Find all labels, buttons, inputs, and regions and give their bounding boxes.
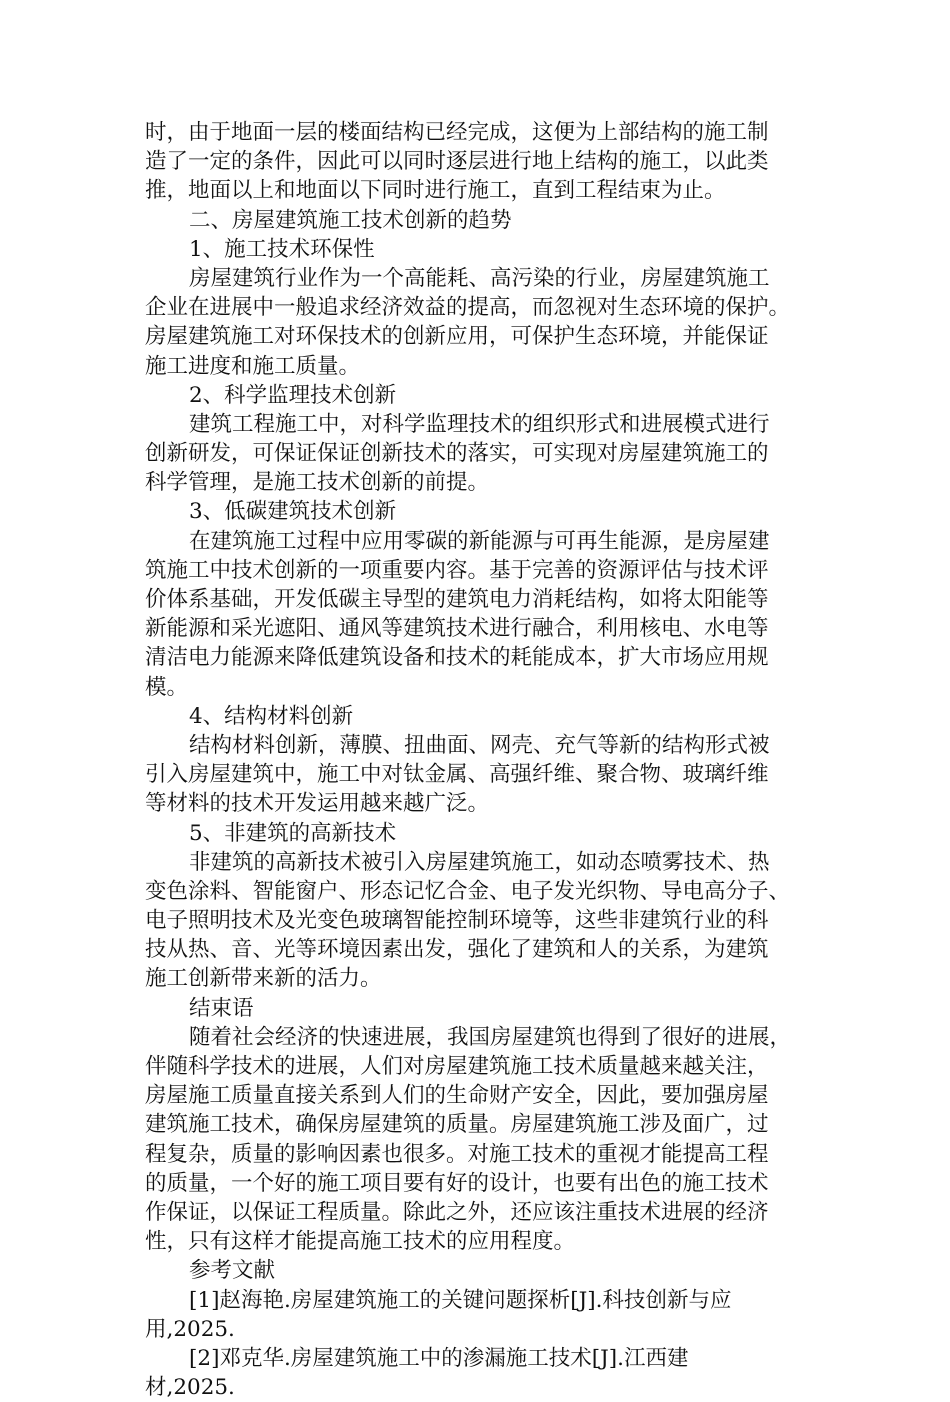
document-body: [145, 118, 810, 1402]
text-line: 价体系基础，开发低碳主导型的建筑电力消耗结构，如将太阳能等: [145, 587, 769, 612]
text-line: 非建筑的高新技术被引入房屋建筑施工，如动态喷雾技术、热: [189, 849, 770, 875]
text-line: 材,2025.: [145, 1375, 235, 1401]
text-line: 结束语: [189, 995, 254, 1021]
text-line: 新能源和采光遮阳、通风等建筑技术进行融合，利用核电、水电等: [145, 616, 769, 642]
text-line: 等材料的技术开发运用越来越广泛。: [145, 791, 490, 817]
text-line: 企业在进展中一般追求经济效益的提高，而忽视对生态环境的保护。: [145, 295, 791, 321]
text-line: 建筑施工技术，确保房屋建筑的质量。房屋建筑施工涉及面广，过: [145, 1112, 769, 1138]
text-line: 造了一定的条件，因此可以同时逐层进行地上结构的施工，以此类: [145, 149, 769, 175]
text-line: 房屋建筑行业作为一个高能耗、高污染的行业，房屋建筑施工: [189, 265, 770, 291]
text-line: 2、科学监理技术创新: [189, 382, 397, 408]
text-line: 作保证，以保证工程质量。除此之外，还应该注重技术进展的经济: [145, 1199, 769, 1225]
text-line: 随着社会经济的快速进展，我国房屋建筑也得到了很好的进展，: [189, 1024, 792, 1050]
text-line: 科学管理，是施工技术创新的前提。: [145, 470, 490, 496]
text-line: 技从热、音、光等环境因素出发，强化了建筑和人的关系，为建筑: [145, 937, 769, 963]
text-line: 时，由于地面一层的楼面结构已经完成，这便为上部结构的施工制: [145, 120, 769, 145]
text-line: 清洁电力能源来降低建筑设备和技术的耗能成本，扩大市场应用规: [145, 645, 769, 671]
text-line: 引入房屋建筑中，施工中对钛金属、高强纤维、聚合物、玻璃纤维: [145, 762, 769, 788]
text-line: 参考文献: [189, 1258, 276, 1284]
text-line: 性，只有这样才能提高施工技术的应用程度。: [145, 1229, 576, 1255]
text-line: 二、房屋建筑施工技术创新的趋势: [189, 207, 512, 233]
text-line: 3、低碳建筑技术创新: [189, 499, 397, 525]
text-line: 在建筑施工过程中应用零碳的新能源与可再生能源，是房屋建: [189, 528, 770, 554]
text-line: 施工创新带来新的活力。: [145, 966, 382, 992]
text-line: 用,2025.: [145, 1316, 235, 1342]
text-line: 模。: [145, 674, 189, 700]
text-line: 房屋施工质量直接关系到人们的生命财产安全，因此，要加强房屋: [145, 1083, 769, 1109]
text-line: 5、非建筑的高新技术: [189, 820, 397, 846]
text-line: 施工进度和施工质量。: [145, 353, 361, 379]
text-line: 房屋建筑施工对环保技术的创新应用，可保护生态环境，并能保证: [145, 324, 769, 350]
text-line: 伴随科学技术的进展，人们对房屋建筑施工技术质量越来越关注，: [145, 1054, 769, 1079]
text-line: 结构材料创新，薄膜、扭曲面、网壳、充气等新的结构形式被: [189, 732, 770, 758]
text-line: 1、施工技术环保性: [189, 236, 375, 262]
text-line: [1]赵海艳.房屋建筑施工的关键问题探析[J].科技创新与应: [189, 1287, 732, 1313]
text-line: 创新研发，可保证保证创新技术的落实，可实现对房屋建筑施工的: [145, 441, 769, 467]
text-line: 程复杂，质量的影响因素也很多。对施工技术的重视才能提高工程: [145, 1141, 769, 1167]
text-line: 变色涂料、智能窗户、形态记忆合金、电子发光织物、导电高分子、: [145, 878, 791, 904]
text-line: 4、结构材料创新: [189, 703, 354, 729]
text-line: [2]邓克华.房屋建筑施工中的渗漏施工技术[J].江西建: [189, 1345, 689, 1371]
text-line: 的质量，一个好的施工项目要有好的设计，也要有出色的施工技术: [145, 1170, 769, 1196]
text-line: 筑施工中技术创新的一项重要内容。基于完善的资源评估与技术评: [145, 557, 769, 583]
text-line: 电子照明技术及光变色玻璃智能控制环境等，这些非建筑行业的科: [145, 908, 769, 934]
text-line: 推，地面以上和地面以下同时进行施工，直到工程结束为止。: [145, 178, 726, 204]
text-line: 建筑工程施工中，对科学监理技术的组织形式和进展模式进行: [189, 411, 770, 437]
